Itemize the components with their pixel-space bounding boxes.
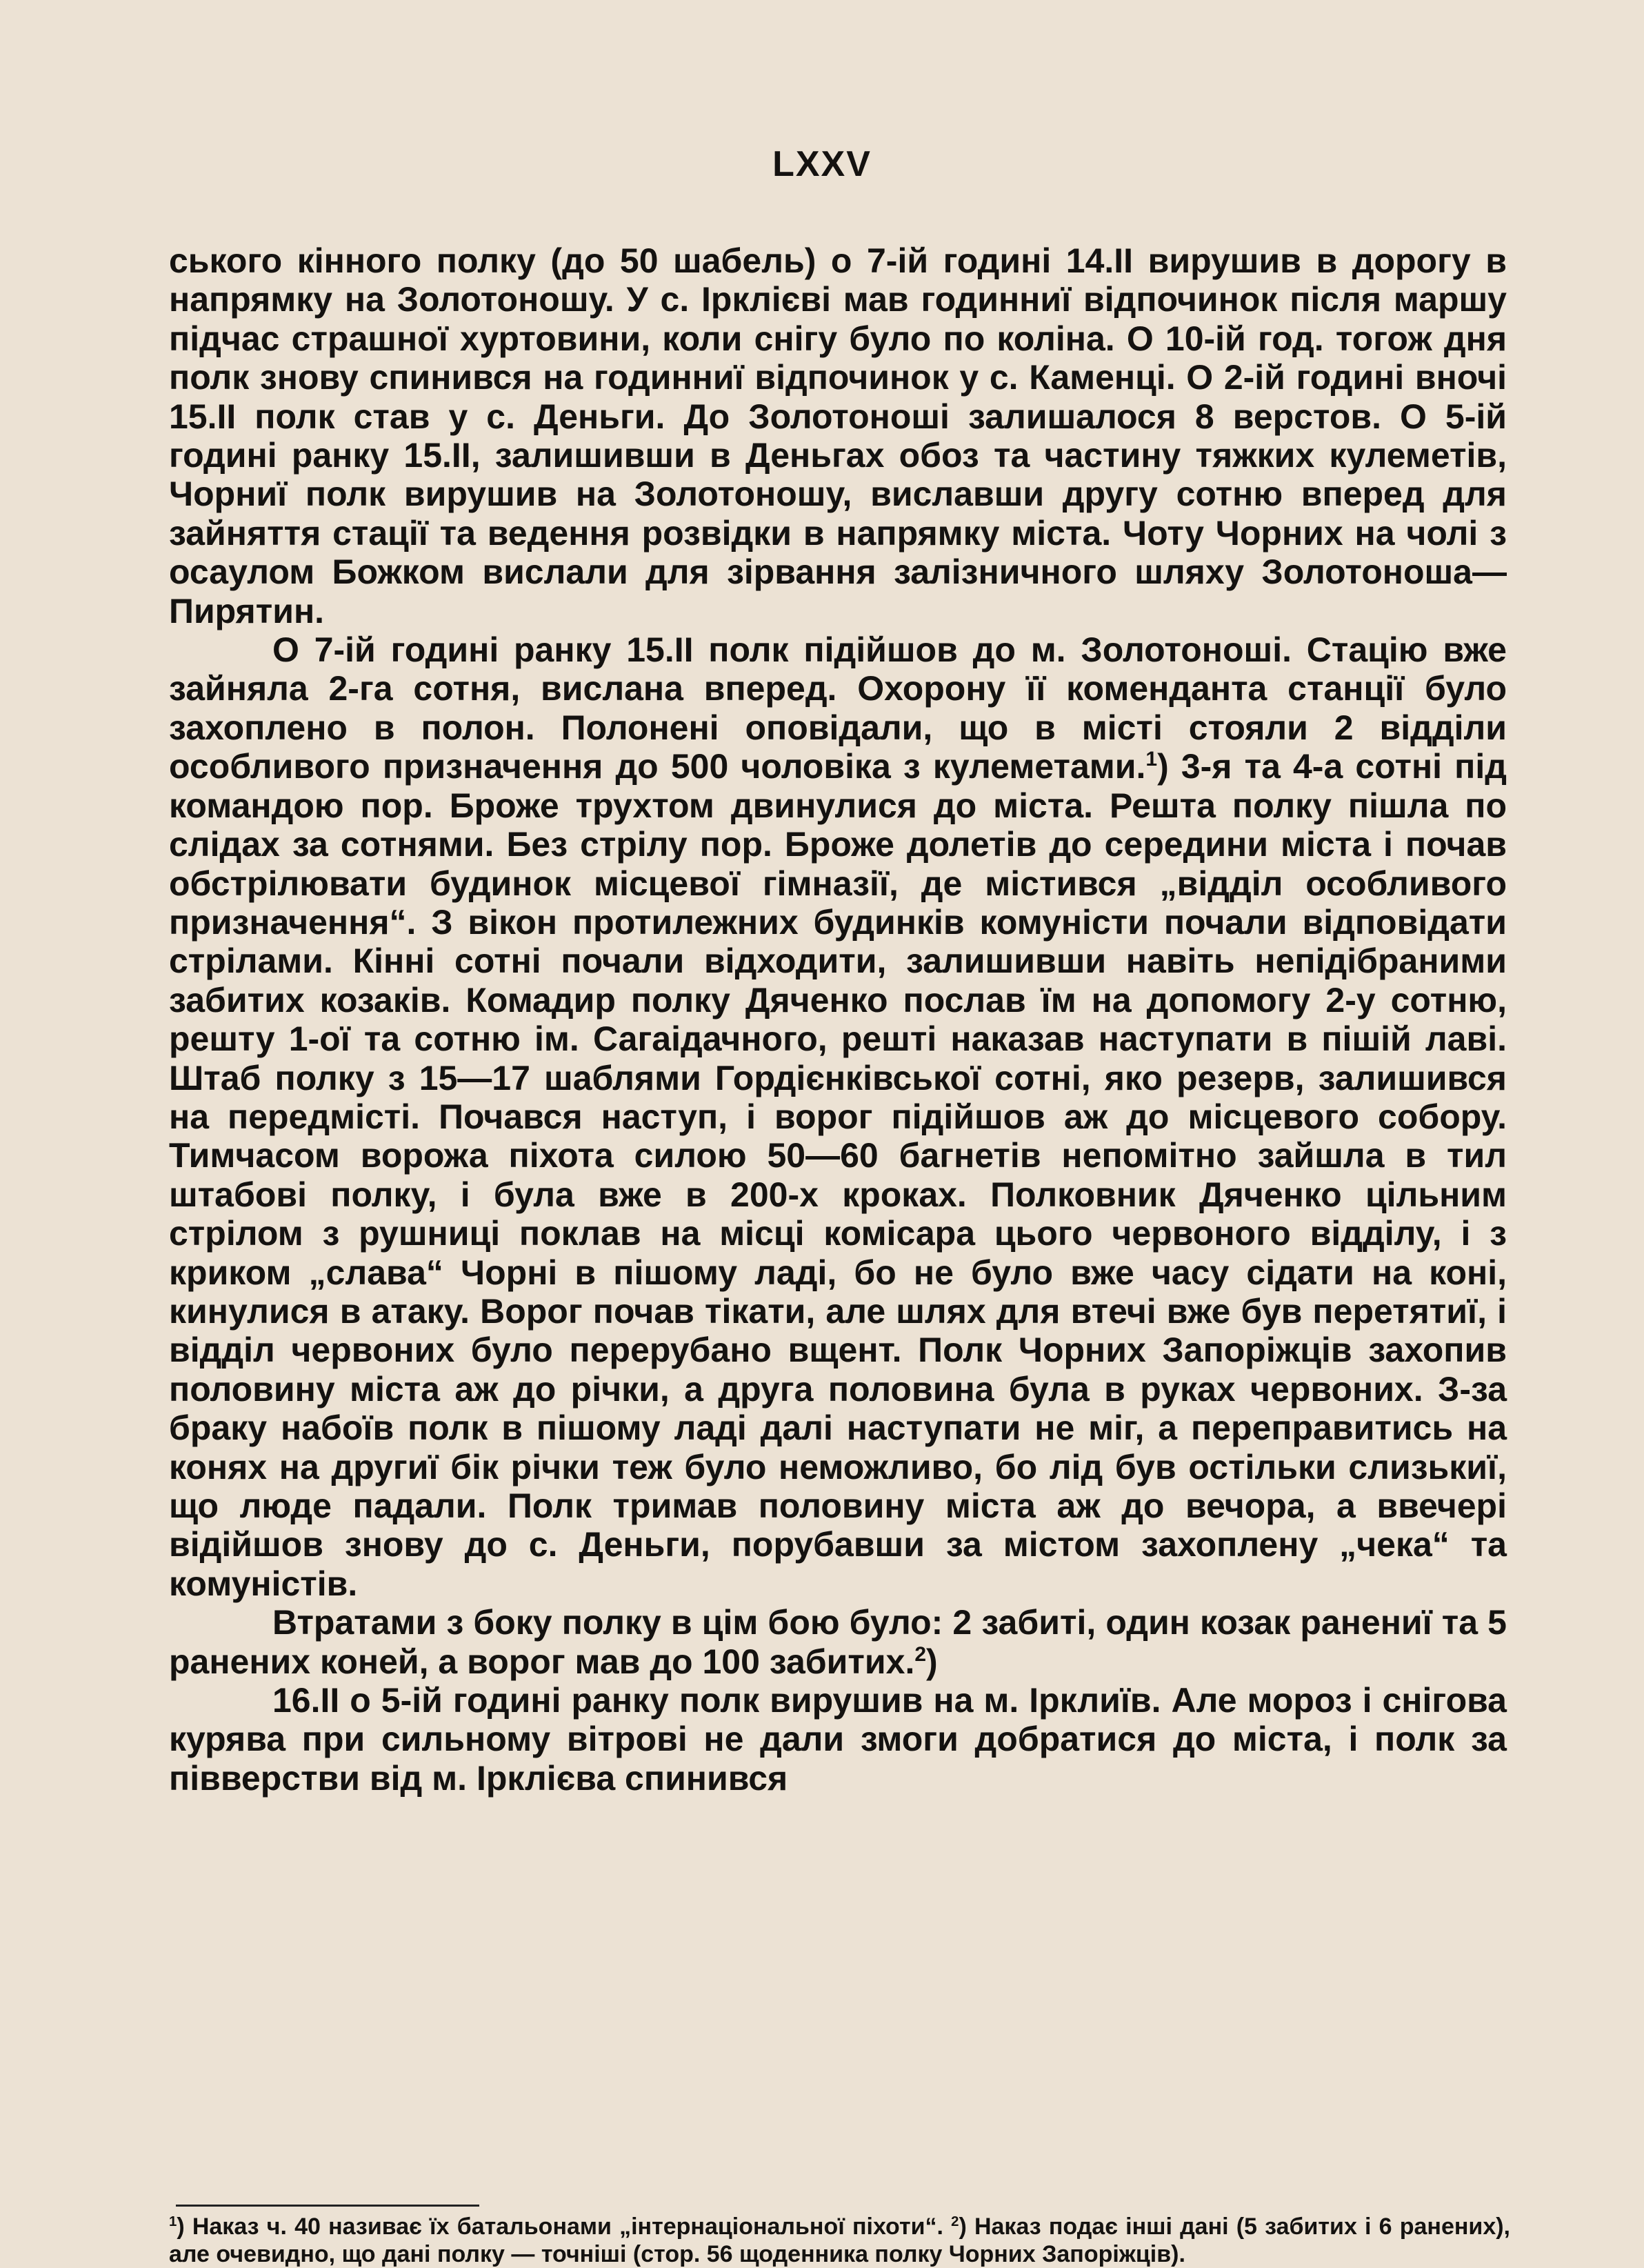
- paragraph-2-text-a: О 7-ій годині ранку 15.II полк підійшов до м. Золотоноші. Стацію вже зайняла 2-га сотня, вислана вперед. Охорону її коменданта станції було захоплено в полон. Полонені оповідали, що в місті стояли 2 відділи особливого призначення до 500 чоловіка з кулеметами.: [169, 630, 1507, 786]
- paragraph-2: [169, 630, 1507, 1603]
- footnote-mark-2: 2: [951, 2214, 959, 2229]
- footnote-block: [169, 2213, 1510, 2268]
- paragraph-3-text-b: ): [926, 1642, 938, 1681]
- paragraph-2-text-b: ) 3-я та 4-а сотні під командою пор. Броже трухтом двинулися до міста. Решта полку пішла по слідах за сотнями. Без стрілу пор. Броже долетів до середини міста і почав обстрілювати будинок місцевої гімназії, де містився „відділ особливого призначення“. З вікон протилежних будинків комуністи почали відповідати стрілами. Кінні сотні почали відходити, залишивши навіть непідібраними забитих козаків. Комадир полку Дяченко послав їм на допомогу 2-у сотню, решту 1-ої та сотню ім. Сагаідачного, решті наказав наступати в пішій лаві. Штаб полку з 15—17 шаблями Гордієнківської сотні, яко резерв, залишився на передмісті. Почався наступ, і ворог підійшов аж до місцевого собору. Тимчасом ворожа піхота силою 50—60 багнетів непомітно зайшла в тил штабові полку, і була вже в 200-х кроках. Полковник Дяченко цільним стрілом з рушниці поклав на місці комісара цього червоного відділу, і з криком „слава“ Чорні в пішому ладі, бо не було вже часу сідати на коні, кинулися в атаку. Ворог почав тікати, але шлях для втечі вже був перетятиї, і відділ червоних було перерубано вщент. Полк Чорних Запоріжців захопив половину міста аж до річки, а друга половина була в руках червоних. З-за браку набоїв полк в пішому ладі далі наступати не міг, а переправитись на конях на другиї бік річки теж було неможливо, бо лід був остільки слизькиї, що люде падали. Полк тримав половину міста аж до вечора, а ввечері відійшов знову до с. Деньги, порубавши за містом захоплену „чека“ та комуністів.: [169, 747, 1507, 1603]
- footnote-ref-2: 2: [914, 1642, 927, 1666]
- paragraph-3: [169, 1603, 1507, 1681]
- page-number: LXXV: [772, 144, 872, 184]
- paragraph-3-text-a: Втратами з боку полку в цім бою було: 2 забиті, один козак ранениї та 5 ранених коней, а ворог мав до 100 забитих.: [169, 1603, 1507, 1681]
- paragraph-4: 16.II о 5-ій годині ранку полк вирушив на м. Ірклиїв. Але мороз і снігова курява при сильному вітрові не дали змоги добратися до міста, і полк за півверстви від м. Ірклієва спинився: [169, 1681, 1507, 1798]
- main-text: [169, 241, 1507, 1798]
- footnotes: [169, 2213, 1510, 2268]
- footnote-1-text: ) Наказ ч. 40 називає їх батальонами „інтернаціональної піхоти“.: [177, 2214, 952, 2240]
- footnote-mark-1: 1: [169, 2214, 177, 2229]
- paragraph-1: ського кінного полку (до 50 шабель) о 7-ій годині 14.II вирушив в дорогу в напрямку на Золотоношу. У с. Ірклієві мав годинниї відпочинок після маршу підчас страшної хуртовини, коли снігу було по коліна. О 10-ій год. тогож дня полк знову спинився на годинниї відпочинок у с. Каменці. О 2-ій годині вночі 15.II полк став у с. Деньги. До Золотоноші залишалося 8 верстов. О 5-ій годині ранку 15.II, залишивши в Деньгах обоз та частину тяжких кулеметів, Чорниї полк вирушив на Золотоношу, виславши другу сотню вперед для зайняття стації та ведення розвідки в напрямку міста. Чоту Чорних на чолі з осаулом Божком вислали для зірвання залізничного шляху Золотоноша—Пирятин.: [169, 241, 1507, 630]
- footnote-2-text: ) Наказ подає інші дані (5 забитих і 6 ранених), але очевидно, що дані полку — точніші (стор. 56 щоденника полку Чорних Запоріжців).: [169, 2214, 1510, 2267]
- footnote-separator: [176, 2205, 479, 2207]
- footnote-ref-1: 1: [1145, 748, 1158, 771]
